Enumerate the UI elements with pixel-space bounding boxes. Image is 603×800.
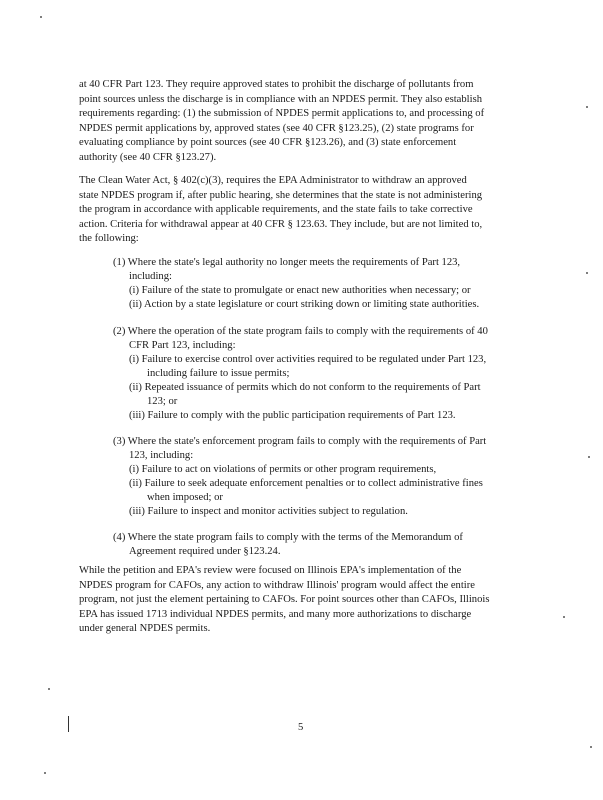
text-line: requirements regarding: (1) the submission of NPDES permit applications to, and processing of: [79, 108, 485, 120]
text-line: NPDES program for CAFOs, any action to withdraw Illinois' program would affect the entire: [79, 579, 475, 591]
paragraph-regulations: [79, 78, 531, 166]
scan-speck: [586, 106, 588, 108]
paragraph-illinois-review: [79, 564, 531, 637]
criterion-4-line-1: (4) Where the state program fails to comply with the terms of the Memorandum of: [113, 532, 463, 543]
criterion-3-sub-ii-cont: when imposed; or: [147, 492, 223, 503]
scan-speck: [586, 272, 588, 274]
criterion-2-line-1: (2) Where the operation of the state program fails to comply with the requirements of 40: [113, 326, 488, 337]
paragraph-clean-water-act: [79, 174, 531, 247]
page-number: 5: [298, 722, 304, 733]
criterion-2-sub-iii: (iii) Failure to comply with the public participation requirements of Part 123.: [129, 410, 456, 421]
text-line: evaluating compliance by point sources (see 40 CFR §123.26), and (3) state enforcement: [79, 137, 457, 149]
text-line: at 40 CFR Part 123. They require approved states to prohibit the discharge of pollutants from: [79, 79, 474, 90]
criterion-4-line-2: Agreement required under §123.24.: [129, 546, 281, 557]
scan-speck: [40, 16, 42, 18]
scan-speck: [563, 616, 565, 618]
text-line: the program in accordance with applicable requirements, and the state fails to take corrective: [79, 204, 473, 216]
criterion-1-sub-ii: (ii) Action by a state legislature or court striking down or limiting state authorities.: [129, 299, 480, 310]
text-line: point sources unless the discharge is in compliance with an NPDES permit. They also establish: [79, 93, 482, 105]
criterion-3-sub-iii: (iii) Failure to inspect and monitor activities subject to regulation.: [129, 506, 408, 517]
criterion-1-line-1: (1) Where the state's legal authority no longer meets the requirements of Part 123,: [113, 257, 461, 268]
text-line: under general NPDES permits.: [79, 623, 211, 635]
criterion-2-sub-ii-cont: 123; or: [147, 396, 178, 407]
criterion-2-line-2: CFR Part 123, including:: [129, 340, 236, 351]
criterion-3-sub-i: (i) Failure to act on violations of permits or other program requirements,: [129, 464, 437, 475]
text-line: authority (see 40 CFR §123.27).: [79, 151, 217, 163]
criterion-3-sub-ii: (ii) Failure to seek adequate enforcement penalties or to collect administrative fines: [129, 478, 483, 489]
text-line: The Clean Water Act, § 402(c)(3), requires the EPA Administrator to withdraw an approved: [79, 175, 467, 186]
text-line: While the petition and EPA's review were focused on Illinois EPA's implementation of the: [79, 565, 462, 576]
scan-speck: [590, 746, 592, 748]
criterion-3-line-1: (3) Where the state's enforcement program fails to comply with the requirements of Part: [113, 436, 487, 447]
criterion-1-line-2: including:: [129, 271, 172, 282]
scan-speck: [44, 772, 46, 774]
text-line: program, not just the element pertaining to CAFOs. For point sources other than CAFOs, Illinois: [79, 594, 490, 606]
scan-speck: [588, 456, 590, 458]
criterion-2-sub-ii: (ii) Repeated issuance of permits which do not conform to the requirements of Part: [129, 382, 481, 393]
criterion-1-sub-i: (i) Failure of the state to promulgate or enact new authorities when necessary; or: [129, 285, 471, 296]
scan-speck: [48, 688, 50, 690]
text-line: the following:: [79, 233, 139, 245]
text-line: state NPDES program if, after public hearing, she determines that the state is not administering: [79, 189, 483, 201]
text-line: action. Criteria for withdrawal appear at 40 CFR § 123.63. They include, but are not limited to,: [79, 218, 483, 230]
text-line: NPDES permit applications by, approved states (see 40 CFR §123.25), (2) state programs for: [79, 122, 474, 134]
criterion-2-sub-i-cont: including failure to issue permits;: [147, 368, 290, 379]
criterion-3-line-2: 123, including:: [129, 450, 194, 461]
criterion-2-sub-i: (i) Failure to exercise control over activities required to be regulated under Part 123,: [129, 354, 487, 365]
text-line: EPA has issued 1713 individual NPDES permits, and many more authorizations to discharge: [79, 608, 472, 620]
margin-mark: [68, 716, 69, 732]
